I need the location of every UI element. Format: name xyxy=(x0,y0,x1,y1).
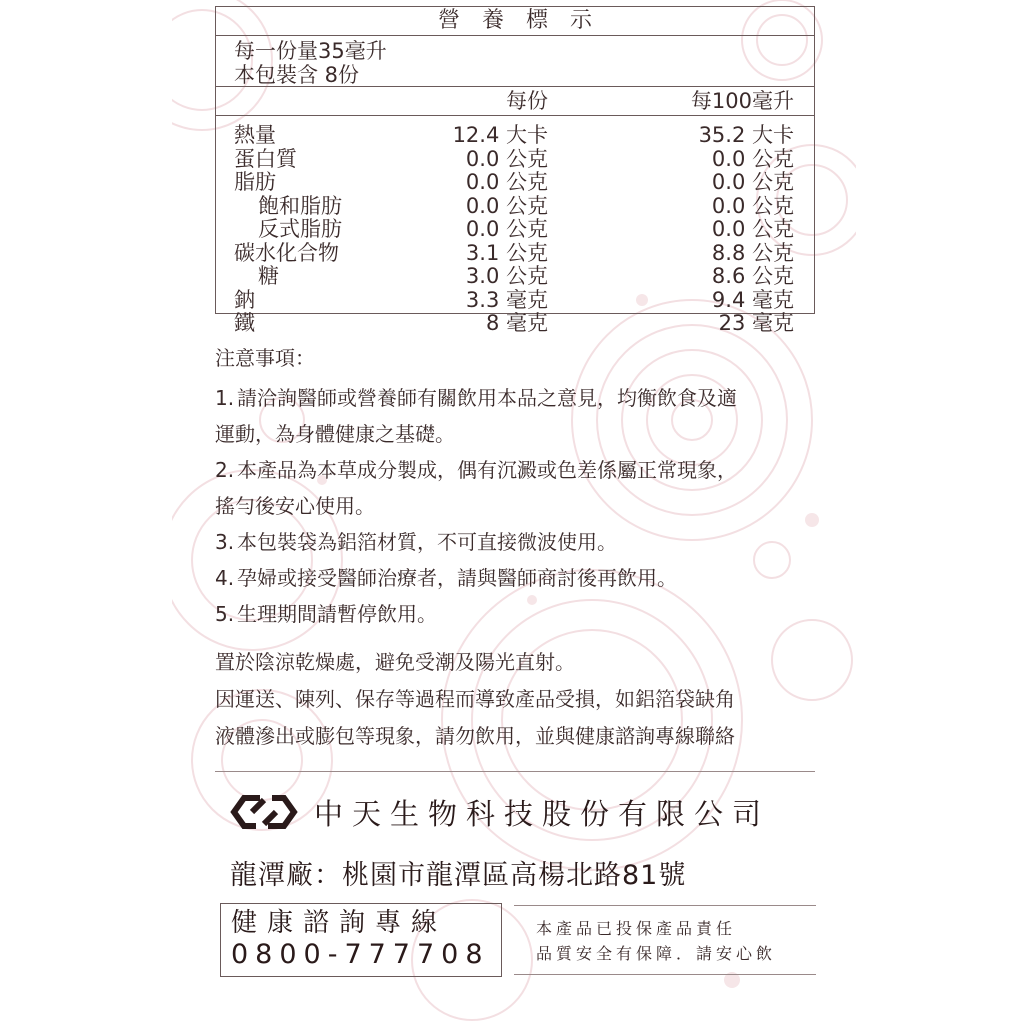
nutrient-per-serving: 8 毫克 xyxy=(485,311,548,335)
precaution-item xyxy=(215,596,815,632)
precaution-number: 2. xyxy=(215,458,235,482)
servings-per-package: 本包裝含 8份 xyxy=(234,63,360,87)
nutrient-per-serving: 3.1 公克 xyxy=(465,240,548,265)
storage-line: 因運送、陳列、保存等過程而導致產品受損，如鋁箔袋缺角 xyxy=(215,687,735,711)
nutrition-row xyxy=(216,195,814,219)
interlocking-hexagon-logo-icon xyxy=(230,792,298,832)
nutrient-per-100ml: 23 毫克 xyxy=(718,311,794,335)
nutrient-name: 蛋白質 xyxy=(234,146,297,171)
section-divider xyxy=(215,771,815,772)
precaution-text: 孕婦或接受醫師治療者，請與醫師商討後再飲用。 xyxy=(237,566,677,590)
precaution-text: 搖勻後安心使用。 xyxy=(215,494,375,518)
insurance-line: 本產品已投保產品責任 xyxy=(536,919,737,938)
nutrition-row xyxy=(216,218,814,242)
nutrient-per-100ml: 0.0 公克 xyxy=(711,217,794,241)
company-header xyxy=(230,790,770,834)
nutrient-name: 鈉 xyxy=(234,287,255,312)
precautions-list xyxy=(215,380,815,632)
insurance-line: 品質安全有保障．請安心飲 xyxy=(536,944,777,963)
nutrition-row xyxy=(216,312,814,336)
health-hotline-box xyxy=(220,903,502,977)
nutrient-name: 碳水化合物 xyxy=(234,240,339,265)
nutrient-name: 飽和脂肪 xyxy=(258,193,342,218)
nutrient-per-serving: 12.4 大卡 xyxy=(452,123,548,147)
precaution-text: 運動，為身體健康之基礎。 xyxy=(215,422,455,446)
nutrient-per-serving: 0.0 公克 xyxy=(465,146,548,171)
nutrient-name: 熱量 xyxy=(234,123,276,147)
nutrition-row xyxy=(216,289,814,313)
nutrient-per-serving: 0.0 公克 xyxy=(465,193,548,218)
nutrient-per-serving: 0.0 公克 xyxy=(465,170,548,194)
precaution-item xyxy=(215,524,815,560)
nutrient-per-100ml: 9.4 毫克 xyxy=(711,287,794,312)
precaution-item xyxy=(215,380,815,416)
nutrition-facts-table xyxy=(215,6,815,335)
nutrition-row xyxy=(216,124,814,148)
serving-info xyxy=(216,36,814,87)
company-name: 中天生物科技股份有限公司 xyxy=(314,796,771,831)
column-per-serving: 每份 xyxy=(506,89,548,113)
nutrient-name: 反式脂肪 xyxy=(258,217,342,241)
hotline-label: 健康諮詢專線 xyxy=(231,908,448,938)
nutrient-name: 脂肪 xyxy=(234,170,276,194)
label-panel xyxy=(172,0,856,1024)
nutrition-column-header xyxy=(216,87,814,116)
nutrient-per-100ml: 35.2 大卡 xyxy=(698,123,794,147)
nutrient-name: 鐵 xyxy=(234,311,255,335)
precaution-number: 3. xyxy=(215,530,235,554)
nutrient-per-100ml: 0.0 公克 xyxy=(711,146,794,171)
factory-address: 龍潭廠：桃園市龍潭區高楊北路81號 xyxy=(230,860,687,891)
storage-line: 置於陰涼乾燥處，避免受潮及陽光直射。 xyxy=(215,650,575,674)
nutrition-row xyxy=(216,265,814,289)
nutrition-title: 營養標示 xyxy=(216,7,814,36)
nutrient-name: 糖 xyxy=(258,264,279,288)
nutrient-per-serving: 0.0 公克 xyxy=(465,217,548,241)
nutrient-per-serving: 3.0 公克 xyxy=(465,264,548,288)
nutrient-per-100ml: 8.6 公克 xyxy=(711,264,794,288)
precaution-text: 請洽詢醫師或營養師有關飲用本品之意見，均衡飲食及適 xyxy=(237,386,737,410)
precaution-item xyxy=(215,416,815,452)
precaution-number: 5. xyxy=(215,602,235,626)
nutrition-row xyxy=(216,148,814,172)
precaution-text: 本產品為本草成分製成，偶有沉澱或色差係屬正常現象， xyxy=(237,458,737,482)
precaution-number: 4. xyxy=(215,566,235,590)
nutrient-per-100ml: 0.0 公克 xyxy=(711,170,794,194)
precaution-text: 生理期間請暫停飲用。 xyxy=(237,602,437,626)
precaution-text: 本包裝袋為鋁箔材質，不可直接微波使用。 xyxy=(237,530,617,554)
precaution-number: 1. xyxy=(215,386,235,410)
precautions-section xyxy=(215,340,815,632)
precautions-title: 注意事項： xyxy=(215,346,315,370)
precaution-item xyxy=(215,560,815,596)
hotline-phone: 0800-777708 xyxy=(231,939,490,970)
nutrient-per-100ml: 0.0 公克 xyxy=(711,193,794,218)
nutrient-per-100ml: 8.8 公克 xyxy=(711,240,794,265)
nutrient-per-serving: 3.3 毫克 xyxy=(465,287,548,312)
storage-instructions xyxy=(215,644,835,755)
precaution-item xyxy=(215,452,815,488)
insurance-notice xyxy=(514,905,816,975)
serving-size: 每一份量35毫升 xyxy=(234,39,387,63)
nutrition-rows xyxy=(216,116,814,336)
column-per-100ml: 每100毫升 xyxy=(690,89,794,113)
storage-line: 液體滲出或膨包等現象，請勿飲用，並與健康諮詢專線聯絡 xyxy=(215,724,735,748)
nutrition-row xyxy=(216,171,814,195)
nutrition-row xyxy=(216,242,814,266)
precaution-item xyxy=(215,488,815,524)
